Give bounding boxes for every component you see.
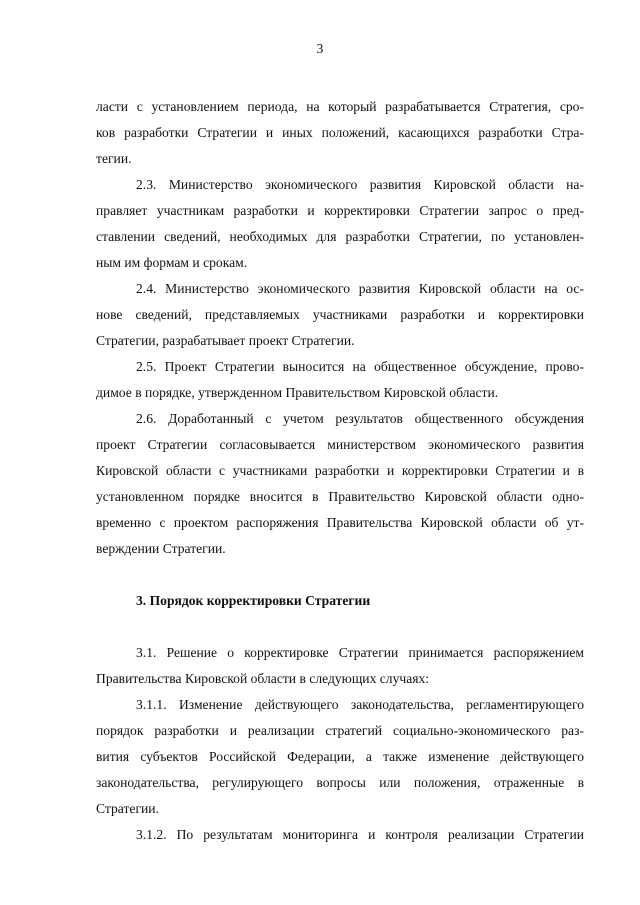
- text-line: Правительства Кировской области в следующих случаях:: [96, 671, 430, 686]
- paragraph-p-cont: [96, 94, 584, 172]
- document-body: [96, 94, 584, 848]
- section-2-paragraphs: [96, 94, 584, 562]
- paragraph-p-2-6: [96, 406, 584, 562]
- text-line: правляет участникам разработки и корректировки Стратегии запрос о пред-: [96, 203, 584, 218]
- text-line: ков разработки Стратегии и иных положений, касающихся разработки Стра-: [96, 125, 584, 140]
- text-line: законодательства, регулирующего вопросы или положения, отраженные в: [96, 775, 584, 790]
- text-line: 3.1. Решение о корректировке Стратегии принимается распоряжением: [136, 645, 584, 660]
- text-line: 3.1.1. Изменение действующего законодательства, регламентирующего: [136, 697, 584, 712]
- text-line: временно с проектом распоряжения Правительства Кировской области об ут-: [96, 515, 584, 530]
- text-line: Стратегии, разрабатывает проект Стратегии.: [96, 333, 355, 348]
- text-line: проект Стратегии согласовывается министерством экономического развития: [96, 437, 584, 452]
- text-line: димое в порядке, утвержденном Правительством Кировской области.: [96, 385, 499, 400]
- spacer: [96, 614, 584, 640]
- paragraph-p-2-4: [96, 276, 584, 354]
- paragraph-p-2-3: [96, 172, 584, 276]
- text-line: нове сведений, представляемых участниками разработки и корректировки: [96, 307, 584, 322]
- text-line: ставлении сведений, необходимых для разработки Стратегии, по установлен-: [96, 229, 584, 244]
- text-line: тегии.: [96, 151, 132, 166]
- text-line: 2.5. Проект Стратегии выносится на общественное обсуждение, прово-: [136, 359, 584, 374]
- paragraph-p-3-1: [96, 640, 584, 692]
- text-line: 3.1.2. По результатам мониторинга и контроля реализации Стратегии: [136, 827, 584, 842]
- section-3-paragraphs: [96, 640, 584, 848]
- paragraph-p-2-5: [96, 354, 584, 406]
- text-line: верждении Стратегии.: [96, 541, 226, 556]
- text-line: Стратегии.: [96, 801, 159, 816]
- text-line: ласти с установлением периода, на который разрабатывается Стратегия, сро-: [96, 99, 584, 114]
- page-number: 3: [316, 41, 324, 56]
- spacer: [96, 562, 584, 588]
- paragraph-p-3-1-1: [96, 692, 584, 822]
- section-heading: 3. Порядок корректировки Стратегии: [136, 593, 371, 608]
- text-line: 2.4. Министерство экономического развития Кировской области на ос-: [136, 281, 584, 296]
- paragraph-p-3-1-2: [96, 822, 584, 848]
- text-line: 2.3. Министерство экономического развития Кировской области на-: [136, 177, 584, 192]
- text-line: Кировской области с участниками разработки и корректировки Стратегии и в: [96, 463, 584, 478]
- text-line: вития субъектов Российской Федерации, а также изменение действующего: [96, 749, 584, 764]
- text-line: установленном порядке вносится в Правительство Кировской области одно-: [96, 489, 584, 504]
- text-line: 2.6. Доработанный с учетом результатов общественного обсуждения: [136, 411, 584, 426]
- text-line: ным им формам и срокам.: [96, 255, 248, 270]
- text-line: порядок разработки и реализации стратегий социально-экономического раз-: [96, 723, 584, 738]
